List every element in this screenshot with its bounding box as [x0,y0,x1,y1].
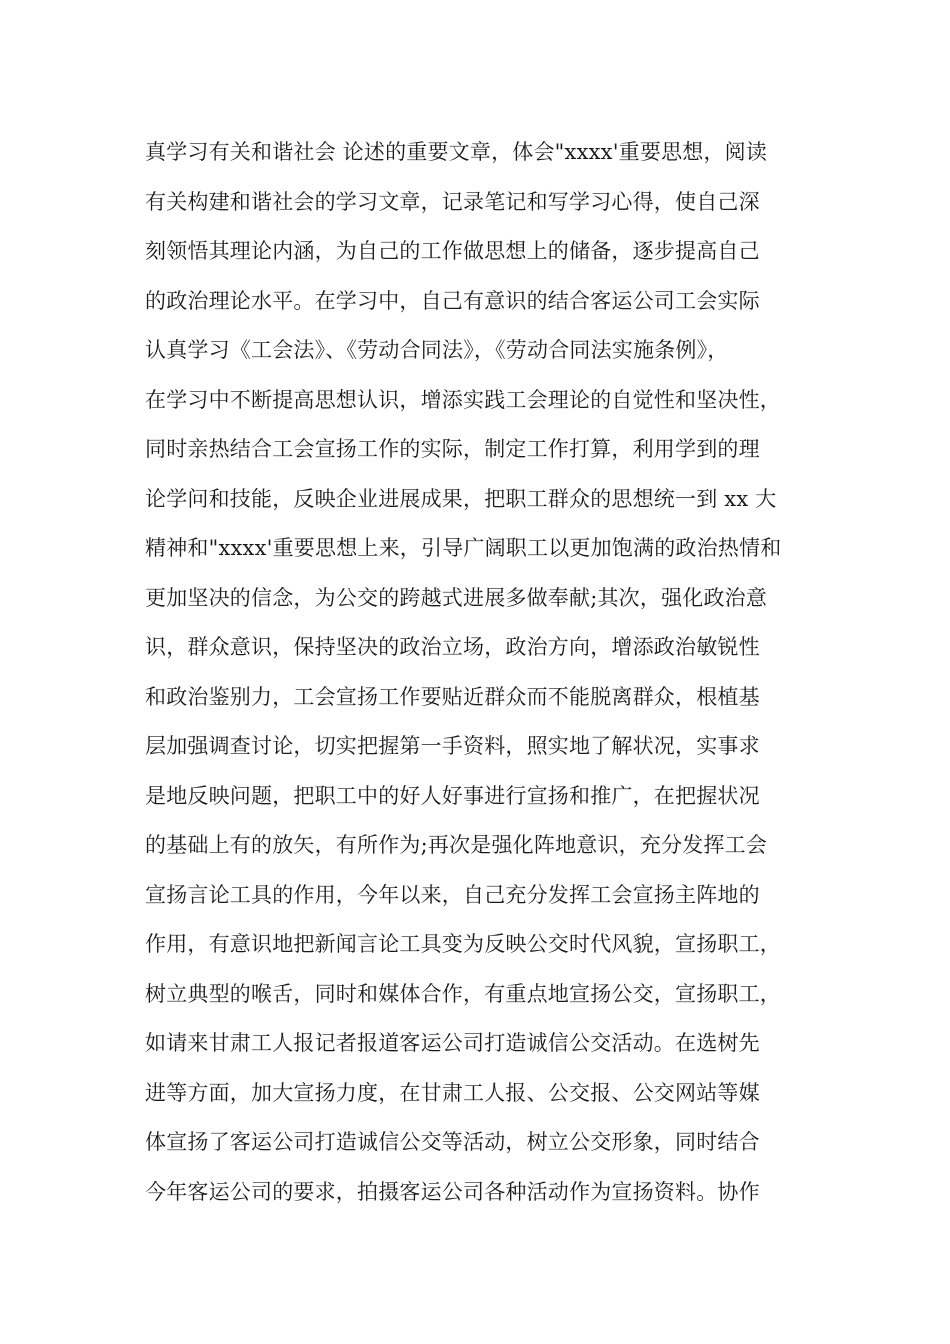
text-line: 刻领悟其理论内涵，为自己的工作做思想上的储备，逐步提高自己 [145,239,760,263]
text-line: 是地反映问题，把职工中的好人好事进行宣扬和推广，在把握状况 [145,783,760,808]
text-line: 精神和"xxxx'重要思想上来，引导广阔职工以更加饱满的政治热情和 [145,536,782,560]
text-line: 体宣扬了客运公司打造诚信公交等活动，树立公交形象，同时结合 [145,1130,760,1154]
text-line: 识，群众意识，保持坚决的政治立场，政治方向，增添政治敏锐性 [145,635,760,659]
text-line: 认真学习《工会法》、《劳动合同法》，《劳动合同法实施条例》， [145,338,729,362]
text-line: 树立典型的喉舌，同时和媒体合作，有重点地宣扬公交，宣扬职工， [145,981,781,1006]
text-line: 同时亲热结合工会宣扬工作的实际，制定工作打算，利用学到的理 [145,437,760,461]
text-line: 真学习有关和谐社会 论述的重要文章，体会"xxxx'重要思想，阅读 [145,140,768,164]
text-line: 有关构建和谐社会的学习文章，记录笔记和写学习心得，使自己深 [145,189,760,214]
text-line: 的基础上有的放矢，有所作为;再次是强化阵地意识，充分发挥工会 [145,833,768,857]
text-line: 论学问和技能，反映企业进展成果，把职工群众的思想统一到 xx 大 [145,486,777,511]
text-line: 宣扬言论工具的作用，今年以来，自己充分发挥工会宣扬主阵地的 [145,882,760,907]
text-line: 的政治理论水平。在学习中，自己有意识的结合客运公司工会实际 [145,288,760,313]
text-line: 和政治鉴别力，工会宣扬工作要贴近群众而不能脱离群众，根植基 [145,684,760,709]
text-line: 进等方面，加大宣扬力度，在甘肃工人报、公交报、公交网站等媒 [145,1080,760,1105]
text-line: 今年客运公司的要求，拍摄客运公司各种活动作为宣扬资料。协作 [145,1179,760,1204]
text-line: 更加坚决的信念，为公交的跨越式进展多做奉献;其次，强化政治意 [145,585,768,610]
body-text [145,128,845,1217]
text-line: 作用，有意识地把新闻言论工具变为反映公交时代风貌，宣扬职工， [145,932,781,956]
text-line: 在学习中不断提高思想认识，增添实践工会理论的自觉性和坚决性， [145,387,781,412]
text-line: 如请来甘肃工人报记者报道客运公司打造诚信公交活动。在选树先 [145,1031,760,1055]
text-line: 层加强调查讨论，切实把握第一手资料，照实地了解状况，实事求 [145,734,760,758]
